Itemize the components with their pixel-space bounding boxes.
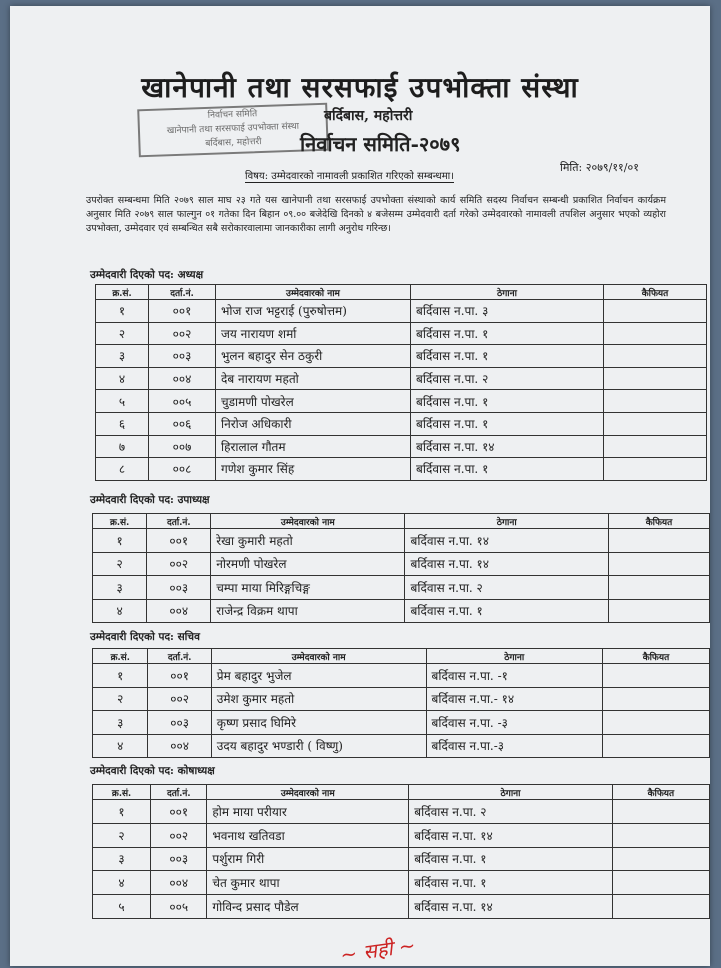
notice-body: उपरोक्त सम्बन्धमा मिति २०७९ साल माघ २३ गते यस खानेपानी तथा सरसफाई उपभोक्ता संस्थाको कार्य समिति सदस्य निर्वाचन सम्बन्धी प्रकाशित निर्वाचन कार्यक्रम अनुसार मिति २०७९ साल फाल्गुन ०१ गतेका दिन बिहान ०९.०० बजेदेखि दिनको ४ बजेसम्म उम्मेदवारी दर्ता गरेको उम्मेदवारको नामावली तपशिल अनुसार भएको व्यहोरा उपभोक्ता, उम्मेदवार एवं सम्बन्धित सबै सरोकारवालामा जानकारीका लागी अनुरोध गरिन्छ। <box>86 195 666 234</box>
table-cell: १ <box>93 664 148 688</box>
stamp-line: निर्वाचन समिति <box>207 109 258 121</box>
table-row <box>93 552 710 576</box>
column-header: कैफियत <box>604 285 707 300</box>
column-header: दर्ता.नं. <box>148 649 211 664</box>
column-header: ठेगाना <box>426 649 602 664</box>
column-header: क्र.सं. <box>96 285 149 300</box>
table-cell: १ <box>93 800 151 824</box>
column-header: दर्ता.नं. <box>151 785 207 800</box>
table-row <box>96 458 707 481</box>
table-cell <box>608 529 709 553</box>
table-cell: ४ <box>93 599 147 623</box>
table-cell <box>604 435 707 458</box>
table-row <box>96 435 707 458</box>
column-header: उम्मेदवारको नाम <box>211 514 405 529</box>
table-cell: बर्दिवास न.पा. ३ <box>411 300 604 323</box>
column-header: क्र.सं. <box>93 785 151 800</box>
table-cell <box>602 687 709 711</box>
table-cell <box>608 552 709 576</box>
table-cell: चेत कुमार थापा <box>207 871 409 895</box>
location: बर्दिबास, महोत्तरी <box>324 108 413 124</box>
column-header: क्र.सं. <box>93 649 148 664</box>
table-cell: ००१ <box>147 529 211 553</box>
section-title: उम्मेदवारी दिएको पद: उपाध्यक्ष <box>90 494 210 506</box>
table-cell: बर्दिवास न.पा. -१ <box>426 664 602 688</box>
table-row <box>93 599 710 623</box>
table-cell: ००७ <box>149 435 216 458</box>
table-cell: २ <box>93 687 148 711</box>
candidate-table <box>92 784 710 919</box>
table-cell: बर्दिवास न.पा. २ <box>409 800 613 824</box>
table-row <box>93 576 710 600</box>
table-cell: बर्दिवास न.पा. १ <box>409 847 613 871</box>
table-cell: रेखा कुमारी महतो <box>211 529 405 553</box>
table-cell: बर्दिवास न.पा. १ <box>411 322 604 345</box>
table-row <box>93 847 710 871</box>
table-cell: बर्दिवास न.पा. १ <box>411 458 604 481</box>
table-cell: ३ <box>93 711 148 735</box>
table-cell: होम माया परीयार <box>207 800 409 824</box>
table-cell: ३ <box>93 847 151 871</box>
table-cell: गणेश कुमार सिंह <box>216 458 411 481</box>
table-cell: ००४ <box>149 367 216 390</box>
column-header: कैफियत <box>612 785 709 800</box>
table-cell: बर्दिवास न.पा. १ <box>409 871 613 895</box>
table-cell <box>608 576 709 600</box>
table-header-row <box>93 649 710 664</box>
column-header: उम्मेदवारको नाम <box>207 785 409 800</box>
table-cell: बर्दिवास न.पा.-३ <box>426 734 602 758</box>
table-cell: बर्दिवास न.पा. १ <box>411 390 604 413</box>
table-cell: बर्दिवास न.पा.- १४ <box>426 687 602 711</box>
table-cell <box>602 664 709 688</box>
table-cell: ००४ <box>147 599 211 623</box>
table-row <box>96 412 707 435</box>
table-cell: बर्दिवास न.पा. १ <box>411 412 604 435</box>
table-row <box>96 390 707 413</box>
document-page <box>10 6 710 966</box>
table-cell: भोज राज भट्टराई (पुरुषोत्तम) <box>216 300 411 323</box>
table-cell: ५ <box>93 895 151 919</box>
table-row <box>93 895 710 919</box>
table-cell: ४ <box>93 734 148 758</box>
table-cell: ००१ <box>151 800 207 824</box>
table-cell <box>604 458 707 481</box>
table-cell <box>612 823 709 847</box>
table-row <box>93 871 710 895</box>
column-header: क्र.सं. <box>93 514 147 529</box>
table-cell: ००१ <box>149 300 216 323</box>
table-cell: ००२ <box>149 322 216 345</box>
section-title: उम्मेदवारी दिएको पद: अध्यक्ष <box>90 269 204 281</box>
table-cell: बर्दिवास न.पा. १ <box>405 599 609 623</box>
table-cell <box>604 412 707 435</box>
candidate-table <box>95 284 707 481</box>
table-cell: ००१ <box>148 664 211 688</box>
organization-title: खानेपानी तथा सरसफाई उपभोक्ता संस्था <box>141 71 579 104</box>
table-row <box>93 711 710 735</box>
table-cell: नोरमणी पोखरेल <box>211 552 405 576</box>
table-cell <box>612 800 709 824</box>
table-cell: ५ <box>96 390 149 413</box>
table-cell: राजेन्द्र विक्रम थापा <box>211 599 405 623</box>
table-cell <box>604 345 707 368</box>
table-cell: १ <box>96 300 149 323</box>
column-header: कैफियत <box>602 649 709 664</box>
candidate-table <box>92 648 710 758</box>
column-header: कैफियत <box>608 514 709 529</box>
table-cell: बर्दिवास न.पा. २ <box>411 367 604 390</box>
table-cell <box>604 367 707 390</box>
table-cell: गोविन्द प्रसाद पौडेल <box>207 895 409 919</box>
table-cell: भवनाथ खतिवडा <box>207 823 409 847</box>
table-cell: बर्दिवास न.पा. -३ <box>426 711 602 735</box>
table-header-row <box>93 514 710 529</box>
table-cell: उदय बहादुर भण्डारी ( विष्णु) <box>211 734 426 758</box>
table-cell <box>602 734 709 758</box>
table-cell: ६ <box>96 412 149 435</box>
table-cell: चम्पा माया मिरिङ्गचिङ्ग <box>211 576 405 600</box>
table-cell: चुडामणी पोखरेल <box>216 390 411 413</box>
subject-line: विषय: उम्मेदवारको नामावली प्रकाशित गरिएको सम्बन्धमा। <box>245 168 454 183</box>
document-date: मिति: २०७९/११/०१ <box>560 161 639 174</box>
table-row <box>96 367 707 390</box>
table-cell: ००३ <box>151 847 207 871</box>
table-row <box>93 734 710 758</box>
table-cell: ००४ <box>148 734 211 758</box>
table-cell <box>604 300 707 323</box>
signature: ~ सही ~ <box>338 932 417 968</box>
table-cell: ००५ <box>149 390 216 413</box>
table-cell: कृष्ण प्रसाद घिमिरे <box>211 711 426 735</box>
table-cell: ८ <box>96 458 149 481</box>
table-cell: ४ <box>93 871 151 895</box>
table-cell <box>608 599 709 623</box>
table-cell: १ <box>93 529 147 553</box>
table-cell <box>612 895 709 919</box>
table-row <box>93 687 710 711</box>
table-cell <box>604 322 707 345</box>
table-cell: ००६ <box>149 412 216 435</box>
table-cell: ००२ <box>151 823 207 847</box>
table-cell: निरोज अधिकारी <box>216 412 411 435</box>
table-cell: बर्दिवास न.पा. १४ <box>405 529 609 553</box>
column-header: ठेगाना <box>405 514 609 529</box>
column-header: दर्ता.नं. <box>149 285 216 300</box>
table-cell: ००८ <box>149 458 216 481</box>
table-cell <box>612 871 709 895</box>
table-cell: पर्शुराम गिरी <box>207 847 409 871</box>
stamp-line: खानेपानी तथा सरसफाई उपभोक्ता संस्था <box>166 121 300 137</box>
table-cell: बर्दिवास न.पा. १ <box>411 345 604 368</box>
table-cell: बर्दिवास न.पा. १४ <box>405 552 609 576</box>
table-cell: बर्दिवास न.पा. १४ <box>411 435 604 458</box>
column-header: ठेगाना <box>409 785 613 800</box>
table-row <box>93 800 710 824</box>
table-cell: ००२ <box>148 687 211 711</box>
table-cell: भुलन बहादुर सेन ठकुरी <box>216 345 411 368</box>
table-cell: ४ <box>96 367 149 390</box>
table-row <box>93 529 710 553</box>
section-title: उम्मेदवारी दिएको पद: सचिव <box>90 631 200 643</box>
table-cell: ३ <box>93 576 147 600</box>
table-header-row <box>93 785 710 800</box>
table-cell: बर्दिवास न.पा. १४ <box>409 895 613 919</box>
table-header-row <box>96 285 707 300</box>
table-cell: हिरालाल गौतम <box>216 435 411 458</box>
table-cell: २ <box>96 322 149 345</box>
table-row <box>96 345 707 368</box>
table-cell: उमेश कुमार महतो <box>211 687 426 711</box>
section-title: उम्मेदवारी दिएको पद: कोषाध्यक्ष <box>90 765 215 777</box>
table-row <box>96 300 707 323</box>
table-cell: ७ <box>96 435 149 458</box>
table-cell: बर्दिवास न.पा. १४ <box>409 823 613 847</box>
table-row <box>93 823 710 847</box>
table-cell: बर्दिवास न.पा. २ <box>405 576 609 600</box>
table-cell: देब नारायण महतो <box>216 367 411 390</box>
column-header: उम्मेदवारको नाम <box>216 285 411 300</box>
column-header: उम्मेदवारको नाम <box>211 649 426 664</box>
table-cell: ००३ <box>148 711 211 735</box>
stamp-line: बर्दिबास, महोत्तरी <box>205 137 262 149</box>
table-cell: ००४ <box>151 871 207 895</box>
table-cell: ००२ <box>147 552 211 576</box>
table-cell: जय नारायण शर्मा <box>216 322 411 345</box>
table-cell: ००३ <box>147 576 211 600</box>
table-cell: ३ <box>96 345 149 368</box>
column-header: दर्ता.नं. <box>147 514 211 529</box>
table-cell: २ <box>93 552 147 576</box>
table-row <box>93 664 710 688</box>
table-cell: ००३ <box>149 345 216 368</box>
table-cell <box>602 711 709 735</box>
table-row <box>96 322 707 345</box>
candidate-table <box>92 513 710 623</box>
committee-title: निर्वाचन समिति-२०७९ <box>300 132 461 156</box>
table-cell <box>604 390 707 413</box>
table-cell: प्रेम बहादुर भुजेल <box>211 664 426 688</box>
table-cell <box>612 847 709 871</box>
column-header: ठेगाना <box>411 285 604 300</box>
table-cell: २ <box>93 823 151 847</box>
table-cell: ००५ <box>151 895 207 919</box>
